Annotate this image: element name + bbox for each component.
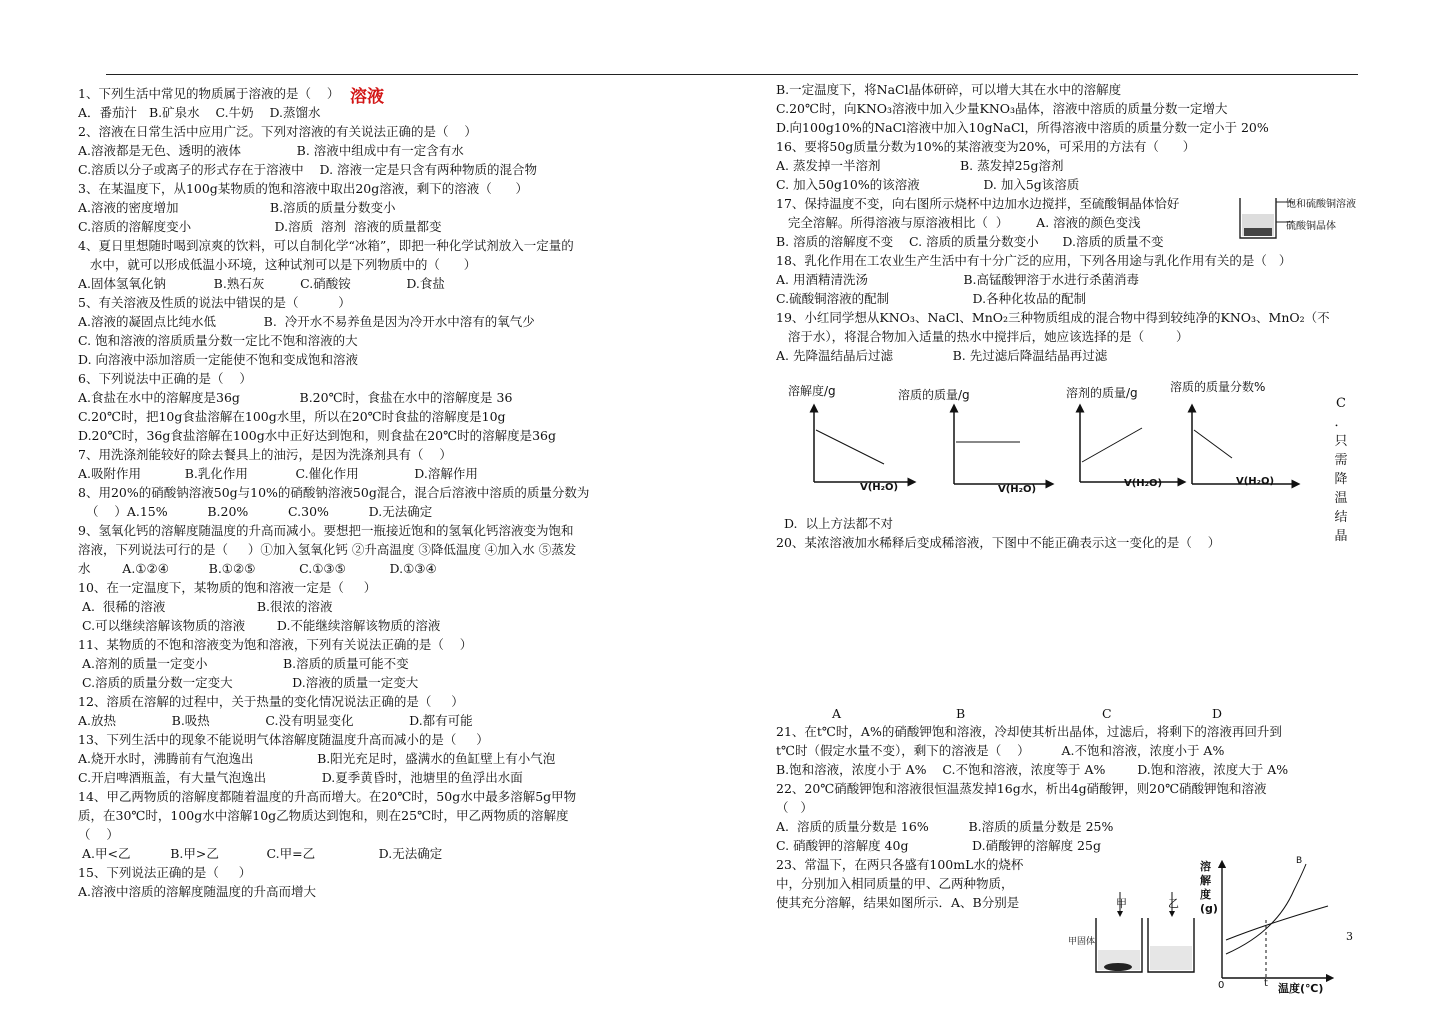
curve-b-label: B: [1296, 856, 1303, 866]
question-line: C. 硝酸钾的溶解度 40g D.硝酸钾的溶解度 25g: [776, 838, 1101, 853]
question-line: 5、有关溶液及性质的说法中错误的是（ ）: [78, 295, 351, 310]
page-title: 溶液: [350, 87, 384, 107]
graph-label-mass-fraction: 溶质的质量分数%: [1170, 380, 1266, 394]
question-line: 溶于水），将混合物加入适量的热水中搅拌后，她应该选择的是（ ）: [776, 329, 1189, 344]
vertical-char: 结: [1334, 510, 1348, 525]
vertical-char: 晶: [1334, 529, 1348, 544]
question-line: A.溶液中溶质的溶解度随温度的升高而增大: [78, 884, 317, 899]
question-line: A.溶液的密度增加 B.溶质的质量分数变小: [78, 200, 396, 215]
label-a: A: [832, 706, 842, 721]
temperature-axis-label: 温度(℃): [1278, 982, 1324, 995]
question-line: A.吸附作用 B.乳化作用 C.催化作用 D.溶解作用: [78, 466, 478, 481]
vertical-char: C: [1336, 396, 1346, 411]
t-label: t: [1264, 978, 1268, 989]
vertical-char: 只: [1334, 434, 1348, 449]
label-d: D: [1212, 706, 1223, 721]
question-line: A. 溶质的质量分数是 16% B.溶质的质量分数是 25%: [776, 819, 1114, 834]
right-column-mid: [776, 514, 1366, 552]
question-line: A.溶液的凝固点比纯水低 B. 冷开水不易养鱼是因为冷开水中溶有的氧气少: [78, 314, 535, 329]
question-line: （ ）A.15% B.20% C.30% D.无法确定: [78, 504, 433, 519]
question-line: B.饱和溶液，浓度小于 A% C.不饱和溶液，浓度等于 A% D.饱和溶液，浓度大于 A%: [776, 762, 1289, 777]
question-line: 质，在30℃时，100g水中溶解10g乙物质达到饱和，则在25℃时，甲乙两物质的溶解度: [78, 808, 569, 823]
question-line: 18、乳化作用在工农业生产生活中有十分广泛的应用，下列各用途与乳化作用有关的是（ ）: [776, 253, 1292, 268]
question-line: 9、氢氧化钙的溶解度随温度的升高而减小。要想把一瓶接近饱和的氢氧化钙溶液变为饱和: [78, 523, 574, 538]
question-line: 4、夏日里想随时喝到凉爽的饮料，可以自制化学“冰箱”，即把一种化学试剂放入一定量的: [78, 238, 574, 253]
solubility-axis-label: 溶解度(g): [1200, 860, 1218, 915]
question-line: 11、某物质的不饱和溶液变为饱和溶液，下列有关说法正确的是（ ）: [78, 637, 473, 652]
graph-label-solubility: 溶解度/g: [788, 384, 836, 398]
question-line: A.放热 B.吸热 C.没有明显变化 D.都有可能: [78, 713, 473, 728]
question-line: 3、在某温度下，从100g某物质的饱和溶液中取出20g溶液，剩下的溶液（ ）: [78, 181, 529, 196]
question-line: D. 向溶液中添加溶质一定能使不饱和变成饱和溶液: [78, 352, 359, 367]
question-line: D.向100g10%的NaCl溶液中加入10gNaCl，所得溶液中溶质的质量分数一定小于 20%: [776, 120, 1269, 135]
question-line: 20、某浓溶液加水稀释后变成稀溶液，下图中不能正确表示这一变化的是（ ）: [776, 535, 1221, 550]
origin-label: 0: [1218, 980, 1225, 991]
question-line: D.20℃时，36g食盐溶解在100g水中正好达到饱和，则食盐在20℃时的溶解度是36g: [78, 428, 557, 443]
question-line: A.烧开水时，沸腾前有气泡逸出 B.阳光充足时，盛满水的鱼缸壁上有小气泡: [78, 751, 556, 766]
question-line: C.开启啤酒瓶盖，有大量气泡逸出 D.夏季黄昏时，池塘里的鱼浮出水面: [78, 770, 523, 785]
beaker-yi-label: 乙: [1168, 897, 1179, 910]
vertical-char: ．: [1334, 415, 1348, 430]
question-line: C.溶质以分子或离子的形式存在于溶液中 D. 溶液一定是只含有两种物质的混合物: [78, 162, 538, 177]
beaker-jia-label: 甲: [1116, 897, 1127, 910]
page-number: 3: [1346, 930, 1353, 943]
xaxis-label-1: V(H₂O): [860, 482, 899, 493]
beaker-label-crystal: 硫酸铜晶体: [1286, 221, 1336, 232]
beaker-label-solution: 饱和硫酸铜溶液: [1286, 199, 1356, 210]
jia-solid-label: 甲固体: [1068, 937, 1096, 947]
top-rule: [106, 74, 1358, 75]
question-line: A. 用酒精清洗汤 B.高锰酸钾溶于水进行杀菌消毒: [776, 272, 1139, 287]
label-b: B: [956, 706, 966, 721]
question-line: C.可以继续溶解该物质的溶液 D.不能继续溶解该物质的溶液: [78, 618, 441, 633]
question-line: 14、甲乙两物质的溶解度都随着温度的升高而增大。在20℃时，50g水中最多溶解5g甲物: [78, 789, 577, 804]
question-line: B. 溶质的溶解度不变 C. 溶质的质量分数变小 D.溶质的质量不变: [776, 234, 1164, 249]
question-line: （ ）: [776, 800, 813, 815]
xaxis-label-4: V(H₂O): [1236, 476, 1275, 487]
question-line: 溶液，下列说法可行的是（ ）①加入氢氧化钙 ②升高温度 ③降低温度 ④加入水 ⑤蒸发: [78, 542, 577, 557]
question-line: C. 饱和溶液的溶质质量分数一定比不饱和溶液的大: [78, 333, 358, 348]
question-line: 1、下列生活中常见的物质属于溶液的是（ ）: [78, 86, 340, 101]
question-line: （ ）: [78, 827, 119, 842]
left-column: [78, 84, 678, 901]
graph-label-solvent-mass: 溶剂的质量/g: [1066, 386, 1138, 400]
graph-label-solute-mass: 溶质的质量/g: [898, 388, 970, 402]
question-line: C.溶质的质量分数一定变大 D.溶液的质量一定变大: [78, 675, 419, 690]
question-line: A.溶液都是无色、透明的液体 B. 溶液中组成中有一定含有水: [78, 143, 464, 158]
question-line: 17、保持温度不变，向右图所示烧杯中边加水边搅拌，至硫酸铜晶体恰好: [776, 196, 1180, 211]
question-line: C. 加入50g10%的该溶液 D. 加入5g该溶质: [776, 177, 1080, 192]
question-line: 使其充分溶解，结果如图所示．A、B分别是: [776, 895, 1020, 910]
question-line: 15、下列说法正确的是（ ）: [78, 865, 252, 880]
question-line: C.20℃时，把10g食盐溶解在100g水里，所以在20℃时食盐的溶解度是10g: [78, 409, 506, 424]
question-line: 8、用20%的硝酸钠溶液50g与10%的硝酸钠溶液50g混合，混合后溶液中溶质的质量分数为: [78, 485, 590, 500]
vertical-char: 温: [1334, 491, 1348, 506]
question-line: 21、在t℃时，A%的硝酸钾饱和溶液，冷却使其析出晶体，过滤后，将剩下的溶液再回升到: [776, 724, 1282, 739]
question-line: A.甲<乙 B.甲>乙 C.甲=乙 D.无法确定: [78, 846, 443, 861]
question-line: A．番茄汁 B.矿泉水 C.牛奶 D.蒸馏水: [78, 105, 321, 120]
question-line: 水 A.①②④ B.①②⑤ C.①③⑤ D.①③④: [78, 561, 437, 576]
label-c: C: [1102, 706, 1112, 721]
question-line: 水中，就可以形成低温小环境，这种试剂可以是下列物质中的（ ）: [78, 257, 477, 272]
question-line: 6、下列说法中正确的是（ ）: [78, 371, 252, 386]
vertical-char: 降: [1334, 472, 1348, 487]
question-line: 10、在一定温度下，某物质的饱和溶液一定是（ ）: [78, 580, 377, 595]
question-line: A.溶剂的质量一定变小 B.溶质的质量可能不变: [78, 656, 409, 671]
question-line: A. 很稀的溶液 B.很浓的溶液: [78, 599, 333, 614]
question-line: 19、小红同学想从KNO₃、NaCl、MnO₂三种物质组成的混合物中得到较纯净的KNO₃、MnO₂（不: [776, 310, 1330, 325]
xaxis-label-2: V(H₂O): [998, 484, 1037, 495]
question-line: D. 以上方法都不对: [776, 516, 893, 531]
question-line: 16、要将50g质量分数为10%的某溶液变为20%，可采用的方法有（ ）: [776, 139, 1196, 154]
question-line: C.20℃时，向KNO₃溶液中加入少量KNO₃晶体，溶液中溶质的质量分数一定增大: [776, 101, 1228, 116]
question-line: 完全溶解。所得溶液与原溶液相比（ ） A. 溶液的颜色变浅: [776, 215, 1141, 230]
question-line: 13、下列生活中的现象不能说明气体溶解度随温度升高而减小的是（ ）: [78, 732, 489, 747]
question-line: A. 蒸发掉一半溶剂 B. 蒸发掉25g溶剂: [776, 158, 1064, 173]
question-line: A.固体氢氧化钠 B.熟石灰 C.硝酸铵 D.食盐: [78, 276, 445, 291]
question-line: 2、溶液在日常生活中应用广泛。下列对溶液的有关说法正确的是（ ）: [78, 124, 477, 139]
question-line: 23、常温下，在两只各盛有100mL水的烧杯: [776, 857, 1024, 872]
vertical-char: 需: [1334, 453, 1348, 468]
question-line: 中，分别加入相同质量的甲、乙两种物质，: [776, 876, 1014, 891]
question-line: A.食盐在水中的溶解度是36g B.20℃时，食盐在水中的溶解度是 36: [78, 390, 513, 405]
question-line: C.硫酸铜溶液的配制 D.各种化妆品的配制: [776, 291, 1087, 306]
xaxis-label-3: V(H₂O): [1124, 478, 1163, 489]
question-line: B.一定温度下，将NaCl晶体研碎，可以增大其在水中的溶解度: [776, 82, 1122, 97]
question-line: 12、溶质在溶解的过程中，关于热量的变化情况说法正确的是（ ）: [78, 694, 464, 709]
question-line: 7、用洗涤剂能较好的除去餐具上的油污，是因为洗涤剂具有（ ）: [78, 447, 452, 462]
question-line: A. 先降温结晶后过滤 B. 先过滤后降温结晶再过滤: [776, 348, 1108, 363]
question-line: 22、20℃硝酸钾饱和溶液很恒温蒸发掉16g水，析出4g硝酸钾，则20℃硝酸钾饱和溶液: [776, 781, 1267, 796]
question-line: C.溶质的溶解度变小 D.溶质 溶剂 溶液的质量都变: [78, 219, 442, 234]
question-line: t℃时（假定水量不变），剩下的溶液是（ ） A.不饱和溶液，浓度小于 A%: [776, 743, 1225, 758]
